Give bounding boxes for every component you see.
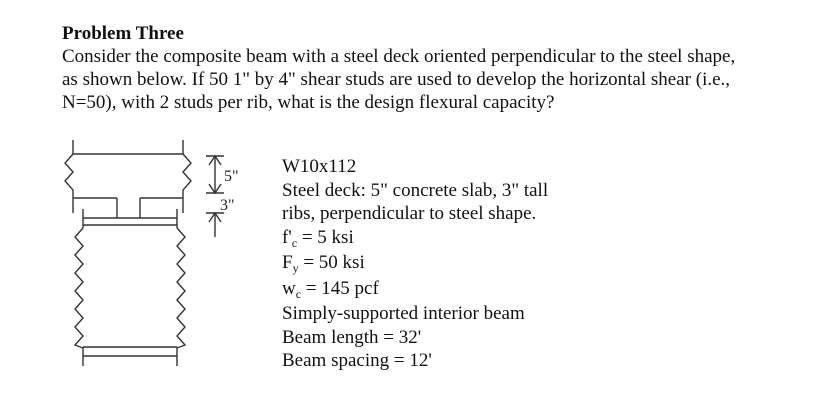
- beam-length: Beam length = 32': [282, 326, 422, 348]
- fc-subscript: c: [291, 235, 298, 250]
- concrete-strength: [282, 226, 548, 252]
- problem-title: Problem Three: [62, 23, 184, 44]
- beam-specifications: [282, 155, 548, 373]
- top-flange: [83, 209, 177, 228]
- fy-symbol: F: [282, 252, 293, 273]
- wc-value: = 145 pcf: [301, 277, 379, 299]
- steel-web: [75, 228, 185, 348]
- fy-subscript: y: [292, 261, 299, 275]
- support-condition: Simply-supported interior beam: [282, 303, 525, 324]
- wc-symbol: w: [282, 277, 296, 299]
- wc-subscript: c: [295, 286, 302, 301]
- deck-description-1: Steel deck: 5" concrete slab, 3" tall: [282, 179, 549, 201]
- section-shape: W10x112: [282, 156, 357, 177]
- bottom-flange: [83, 347, 177, 366]
- problem-line-2: as shown below. If 50 1" by 4" shear studs are used to develop the horizontal shear (i.e.,: [62, 69, 731, 90]
- fc-symbol: f': [282, 226, 292, 248]
- concrete-unit-weight: [282, 277, 548, 303]
- fy-value: = 50 ksi: [298, 252, 365, 273]
- deck-description-2: ribs, perpendicular to steel shape.: [282, 203, 537, 224]
- deck-ribs: [73, 198, 183, 218]
- problem-line-3: N=50), with 2 studs per rib, what is the design flexural capacity?: [62, 92, 555, 113]
- fc-value: = 5 ksi: [297, 226, 354, 248]
- slab-thickness-label: 5": [224, 168, 239, 185]
- steel-yield-strength: [282, 251, 548, 277]
- rib-height-label: 3": [220, 197, 235, 214]
- beam-spacing: Beam spacing = 12': [282, 350, 432, 371]
- concrete-slab: [65, 140, 191, 198]
- problem-line-1: Consider the composite beam with a steel deck oriented perpendicular to the steel shape,: [62, 46, 736, 67]
